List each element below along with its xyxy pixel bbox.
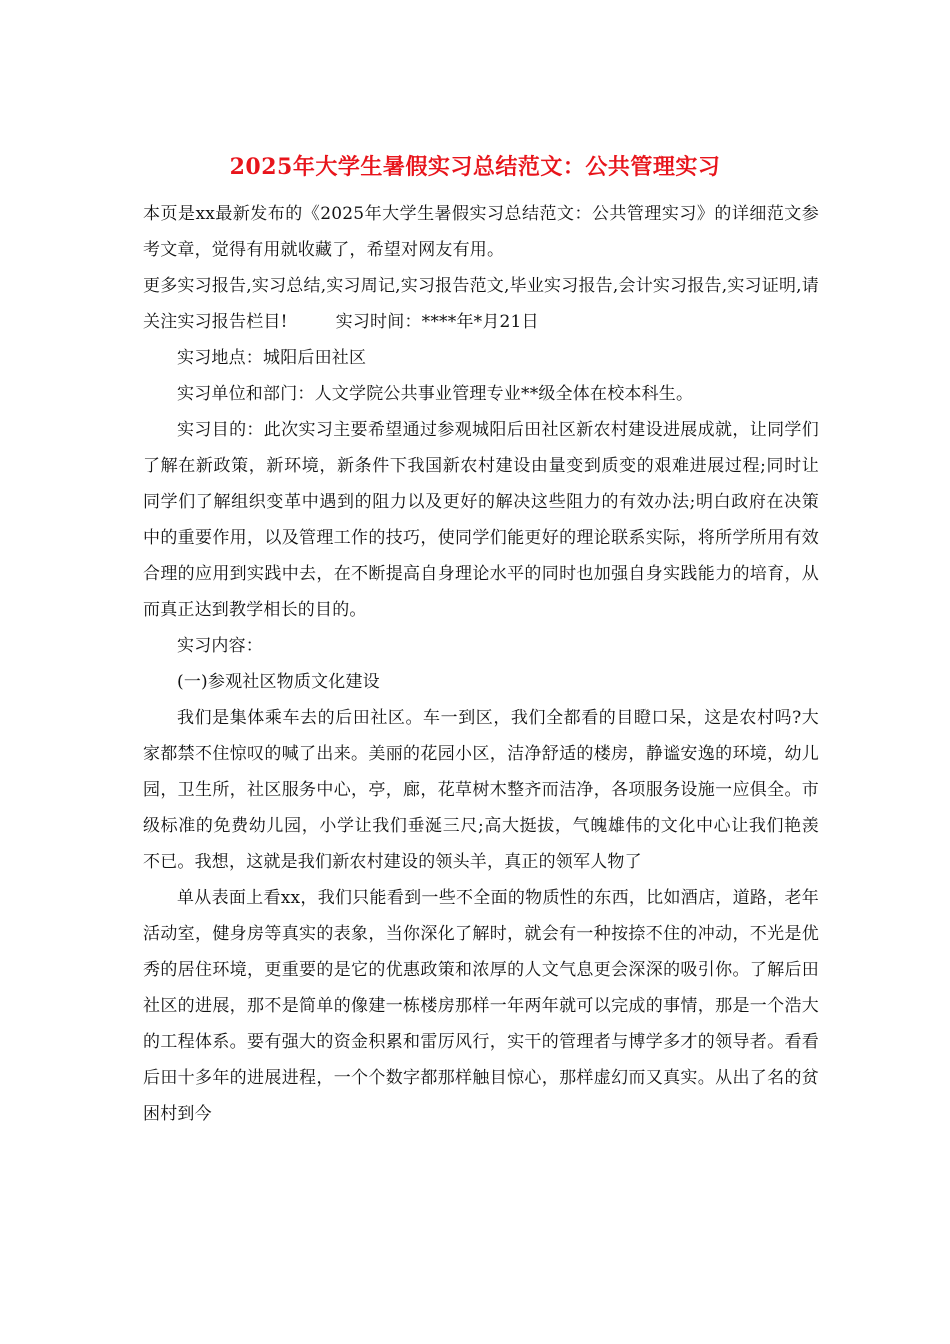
internship-time: 实习时间：****年*月21日 — [335, 312, 539, 332]
more-links-text: 更多实习报告,实习总结,实习周记,实习报告范文,毕业实习报告,会计实习报告,实习证明,请关注实习报告栏目! — [143, 276, 819, 332]
body-paragraph: 单从表面上看xx，我们只能看到一些不全面的物质性的东西，比如酒店，道路，老年活动室，健身房等真实的表象，当你深化了解时，就会有一种按捺不住的冲动，不光是优秀的居住环境，更重要的是它的优惠政策和浓厚的人文气息更会深深的吸引你。了解后田社区的进展，那不是简单的像建一栋楼房那样一年两年就可以完成的事情，那是一个浩大的工程体系。要有强大的资金积累和雷厉风行，实干的管理者与博学多才的领导者。看看后田十多年的进展进程，一个个数字都那样触目惊心，那样虚幻而又真实。从出了名的贫困村到今 — [143, 888, 819, 1124]
document-body — [143, 196, 819, 1132]
body-paragraph: 我们是集体乘车去的后田社区。车一到区，我们全都看的目瞪口呆，这是农村吗?大家都禁不住惊叹的喊了出来。美丽的花园小区，洁净舒适的楼房，静谧安逸的环境，幼儿园，卫生所，社区服务中心，亭，廊，花草树木整齐而洁净，各项服务设施一应俱全。市级标准的免费幼儿园，小学让我们垂涎三尺;高大挺拔，气魄雄伟的文化中心让我们艳羡不已。我想，这就是我们新农村建设的领头羊，真正的领军人物了 — [143, 708, 819, 872]
internship-unit: 实习单位和部门：人文学院公共事业管理专业**级全体在校本科生。 — [177, 384, 694, 404]
internship-location: 实习地点：城阳后田社区 — [177, 348, 367, 368]
page-title: 2025年大学生暑假实习总结范文：公共管理实习 — [229, 154, 721, 180]
section-heading: (一)参观社区物质文化建设 — [177, 672, 380, 692]
content-label: 实习内容： — [177, 636, 263, 656]
more-links-paragraph — [143, 268, 819, 340]
intro-paragraph: 本页是xx最新发布的《2025年大学生暑假实习总结范文：公共管理实习》的详细范文参考文章，觉得有用就收藏了，希望对网友有用。 — [143, 204, 819, 260]
internship-purpose: 实习目的：此次实习主要希望通过参观城阳后田社区新农村建设进展成就，让同学们了解在新政策，新环境，新条件下我国新农村建设由量变到质变的艰难进展过程;同时让同学们了解组织变革中遇到的阻力以及更好的解决这些阻力的有效办法;明白政府在决策中的重要作用，以及管理工作的技巧，使同学们能更好的理论联系实际，将所学所用有效合理的应用到实践中去，在不断提高自身理论水平的同时也加强自身实践能力的培育，从而真正达到教学相长的目的。 — [143, 420, 819, 620]
